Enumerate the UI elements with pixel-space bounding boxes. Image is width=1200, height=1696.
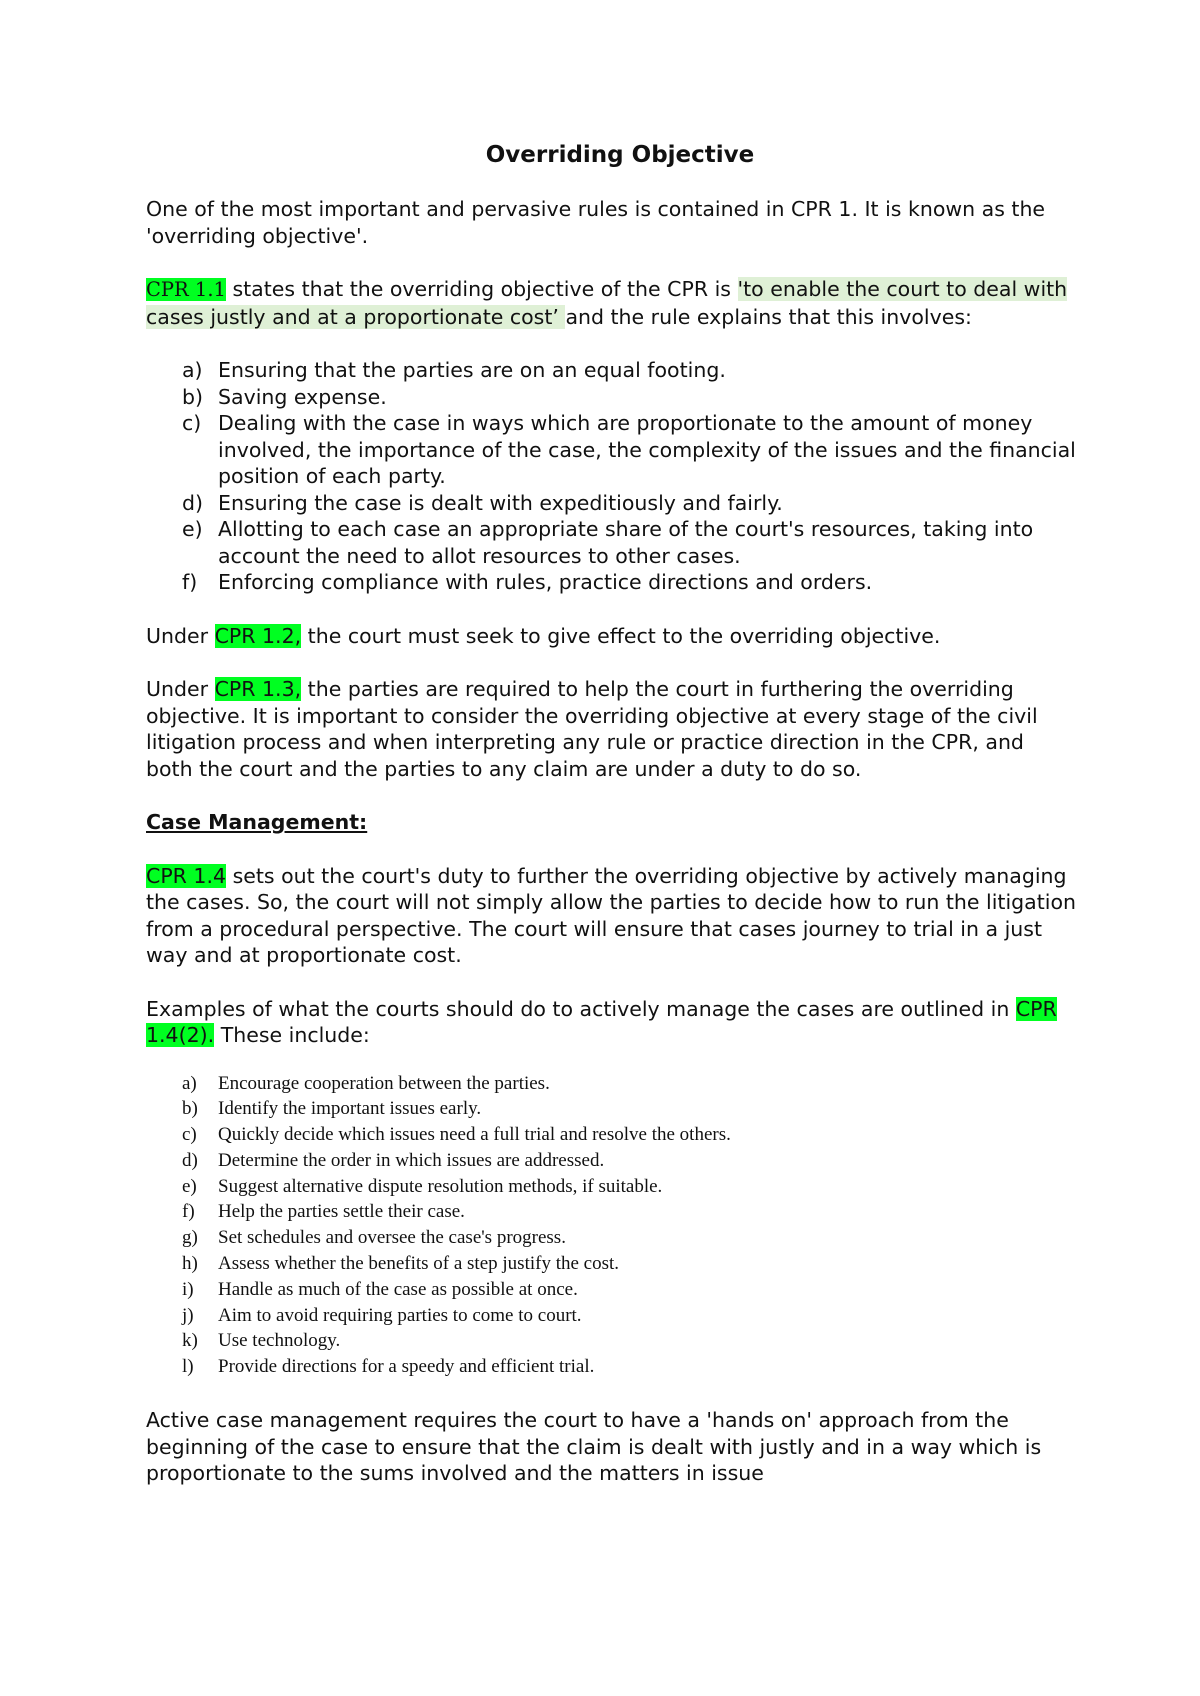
cpr-1-4-text-after: sets out the court's duty to further the overriding objective by actively managing the cases. So, the court will not simply allow the parties to decide how to run the litigation from a procedural perspective. The court will ensure that cases journey to trial in a just way and at proportionate cost. <box>146 863 1076 967</box>
cpr-1-1-quote: 'to enable the court to deal with cases justly and at a proportionate cost’ <box>146 277 1068 329</box>
list-item-text: Provide directions for a speedy and efficient trial. <box>218 1356 595 1378</box>
list-item-text: Aim to avoid requiring parties to come to court. <box>218 1304 582 1326</box>
list-item <box>146 1225 1076 1251</box>
list-item <box>146 1328 1076 1354</box>
cpr-1-3-citation: CPR 1.3, <box>214 677 302 701</box>
list-item-text: Identify the important issues early. <box>218 1098 482 1120</box>
list-item-text: Dealing with the case in ways which are proportionate to the amount of money involved, the importance of the case, the complexity of the issues and the financial position of each party. <box>218 411 1076 488</box>
cpr-1-3-text-before: Under <box>146 677 215 701</box>
cpr-1-2-citation: CPR 1.2, <box>214 623 302 648</box>
list-item <box>146 1148 1076 1174</box>
list-item-text: Quickly decide which issues need a full trial and resolve the others. <box>218 1124 731 1146</box>
list-marker: f) <box>182 1201 195 1223</box>
page-title: Overriding Objective <box>485 142 755 168</box>
list-marker: h) <box>182 1253 198 1275</box>
list-item-text: Handle as much of the case as possible at once. <box>218 1278 578 1300</box>
cpr-1-1-text-after: and the rule explains that this involves: <box>565 304 972 329</box>
list-item <box>146 384 1076 411</box>
list-item <box>146 569 1076 596</box>
list-item-text: Assess whether the benefits of a step justify the cost. <box>218 1253 620 1275</box>
cpr-1-1-citation: CPR 1.1 <box>146 278 226 301</box>
list-marker: l) <box>182 1356 194 1378</box>
cpr-1-2-paragraph <box>146 623 1076 650</box>
list-item <box>146 1277 1076 1303</box>
list-item <box>146 1303 1076 1329</box>
list-item <box>146 516 1076 569</box>
cpr-1-3-paragraph <box>146 676 1076 782</box>
objective-list <box>146 357 1076 596</box>
list-marker: e) <box>182 1175 197 1197</box>
list-item-text: Help the parties settle their case. <box>218 1201 465 1223</box>
list-marker: i) <box>182 1278 194 1300</box>
cpr-1-2-text-before: Under <box>146 623 215 648</box>
list-item-text: Suggest alternative dispute resolution methods, if suitable. <box>218 1175 663 1197</box>
list-marker: d) <box>182 1149 198 1171</box>
list-marker: k) <box>182 1330 198 1352</box>
list-marker: b) <box>182 384 204 409</box>
list-item <box>146 1199 1076 1225</box>
list-marker: f) <box>182 570 198 594</box>
list-marker: d) <box>182 490 204 515</box>
list-item-text: Encourage cooperation between the parties. <box>218 1072 550 1094</box>
list-marker: a) <box>182 358 203 382</box>
list-marker: c) <box>182 411 202 435</box>
list-item <box>146 410 1076 490</box>
examples-text-before: Examples of what the courts should do to actively manage the cases are outlined in <box>146 996 1016 1021</box>
list-item-text: Use technology. <box>218 1330 341 1352</box>
cpr-1-1-paragraph <box>146 276 1076 330</box>
cpr-1-4-citation: CPR 1.4 <box>146 863 227 888</box>
examples-paragraph <box>146 996 1076 1049</box>
list-marker: b) <box>182 1098 198 1120</box>
list-item-text: Set schedules and oversee the case's progress. <box>218 1227 566 1249</box>
closing-paragraph: Active case management requires the court to have a 'hands on' approach from the beginning of the case to ensure that the claim is dealt with justly and in a way which is proportionate to the sums involved and the matters in issue <box>146 1408 1042 1486</box>
cpr-1-4-paragraph <box>146 863 1076 969</box>
list-item-text: Ensuring the case is dealt with expeditiously and fairly. <box>218 490 783 515</box>
management-list <box>146 1071 1076 1381</box>
cpr-1-1-text-before: states that the overriding objective of the CPR is <box>225 277 738 301</box>
list-marker: j) <box>182 1304 194 1326</box>
list-item-text: Saving expense. <box>218 384 387 409</box>
case-management-heading: Case Management: <box>146 810 368 834</box>
list-item <box>146 490 1076 517</box>
list-marker: e) <box>182 517 203 541</box>
list-item <box>146 1122 1076 1148</box>
list-item-text: Allotting to each case an appropriate share of the court's resources, taking into account the need to allot resources to other cases. <box>218 517 1034 568</box>
list-item-text: Enforcing compliance with rules, practice directions and orders. <box>218 570 873 594</box>
list-item <box>146 357 1076 384</box>
list-item-text: Determine the order in which issues are addressed. <box>218 1149 605 1171</box>
list-item <box>146 1251 1076 1277</box>
cpr-1-2-text-after: the court must seek to give effect to the overriding objective. <box>301 623 941 648</box>
examples-text-after: These include: <box>214 1023 370 1047</box>
list-marker: g) <box>182 1227 198 1249</box>
list-item <box>146 1071 1076 1097</box>
document-body <box>146 140 1076 1514</box>
list-item-text: Ensuring that the parties are on an equal footing. <box>218 358 726 382</box>
list-marker: a) <box>182 1072 197 1094</box>
list-item <box>146 1096 1076 1122</box>
list-item <box>146 1354 1076 1380</box>
cpr-1-4-2-citation: CPR 1.4(2). <box>146 996 1057 1047</box>
list-marker: c) <box>182 1124 197 1146</box>
list-item <box>146 1174 1076 1200</box>
cpr-1-3-text-after: the parties are required to help the court in furthering the overriding objective. It is important to consider the overriding objective at every stage of the civil litigation process and when interpreting any rule or practice direction in the CPR, and both the court and the parties to any claim are under a duty to do so. <box>146 677 1038 781</box>
intro-paragraph: One of the most important and pervasive rules is contained in CPR 1. It is known as the 'overriding objective'. <box>146 197 1046 248</box>
